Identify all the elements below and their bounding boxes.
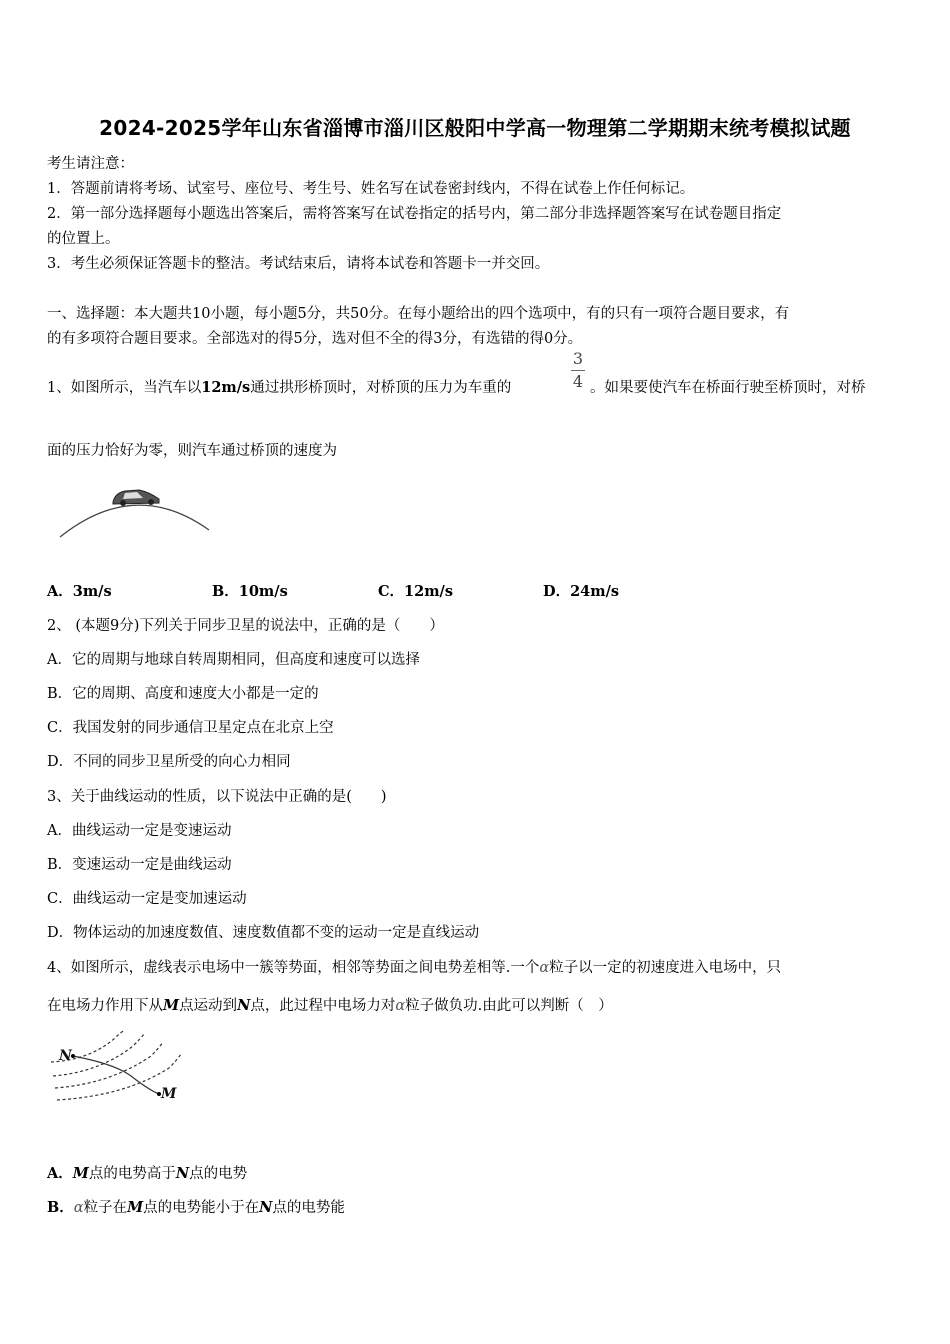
point-n: N xyxy=(259,1199,273,1216)
page-title: 2024-2025学年山东省淄博市淄川区般阳中学高一物理第二学期期末统考模拟试题 xyxy=(99,116,851,140)
notice-item: 1．答题前请将考场、试室号、座位号、考生号、姓名写在试卷密封线内，不得在试卷上作任何标记。 xyxy=(47,181,695,197)
q2-stem: 2、 (本题9分)下列关于同步卫星的说法中，正确的是（ ） xyxy=(47,618,444,634)
q4-option-a[interactable] xyxy=(47,1162,247,1183)
q4-option-a-letter: A． xyxy=(47,1165,73,1182)
q1-frac-num: 3 xyxy=(572,349,584,368)
point-m: M xyxy=(127,1199,144,1216)
notice-heading: 考生请注意： xyxy=(47,156,134,172)
q3-option-c[interactable]: C．曲线运动一定是变加速运动 xyxy=(47,891,247,907)
q1-stem-line1 xyxy=(47,376,511,397)
point-m: M xyxy=(163,997,180,1014)
q4-option-b-letter: B． xyxy=(47,1199,74,1216)
point-n: N xyxy=(237,997,251,1014)
q2-option-a[interactable]: A．它的周期与地球自转周期相同，但高度和速度可以选择 xyxy=(47,652,420,668)
q1-speed: 12m/s xyxy=(201,379,251,396)
q1-option-b[interactable]: B．10m/s xyxy=(212,583,288,600)
section-instructions-line1: 一、选择题：本大题共10小题，每小题5分，共50分。在每小题给出的四个选项中，有的只有一项符合题目要求，有 xyxy=(47,306,790,322)
q4-option-a-tail: 点的电势 xyxy=(189,1166,248,1182)
q4-option-b-text: 粒子在 xyxy=(83,1200,128,1216)
q3-stem: 3、关于曲线运动的性质，以下说法中正确的是( ) xyxy=(47,789,387,805)
q4-line1-a: 4、如图所示，虚线表示电场中一簇等势面，相邻等势面之间电势差相等.一个 xyxy=(47,960,540,976)
q4-option-a-text: 点的电势高于 xyxy=(88,1166,176,1182)
q1-option-d[interactable]: D．24m/s xyxy=(543,583,620,600)
q2-option-c[interactable]: C．我国发射的同步通信卫星定点在北京上空 xyxy=(47,720,334,736)
point-n: N xyxy=(175,1165,190,1182)
notice-item: 的位置上。 xyxy=(47,231,120,247)
section-instructions-line2: 的有多项符合题目要求。全部选对的得5分，选对但不全的得3分，有选错的得0分。 xyxy=(47,331,583,347)
q1-option-a[interactable]: A．3m/s xyxy=(47,583,112,600)
alpha-symbol: α xyxy=(73,1200,84,1216)
q4-line2-b: 点运动到 xyxy=(179,998,238,1014)
q4-line2-a: 在电场力作用下从 xyxy=(47,998,163,1014)
q4-stem-line2 xyxy=(47,994,613,1015)
fig-label-n: N xyxy=(59,1048,72,1064)
point-m: M xyxy=(72,1165,89,1182)
notice-item: 3．考生必须保证答题卡的整洁。考试结束后，请将本试卷和答题卡一并交回。 xyxy=(47,256,550,272)
alpha-symbol: α xyxy=(395,998,406,1014)
q4-option-b-mid: 点的电势能小于在 xyxy=(143,1200,260,1216)
q4-line1-b: 粒子以一定的初速度进入电场中，只 xyxy=(549,960,782,976)
q3-option-d[interactable]: D．物体运动的加速度数值、速度数值都不变的运动一定是直线运动 xyxy=(47,925,480,941)
arch-bridge-figure xyxy=(55,482,215,542)
equipotential-figure xyxy=(45,1028,195,1110)
q2-option-b[interactable]: B．它的周期、高度和速度大小都是一定的 xyxy=(47,686,319,702)
q4-option-b-tail: 点的电势能 xyxy=(272,1200,345,1216)
q4-line2-c: 点，此过程中电场力对 xyxy=(250,998,396,1014)
q1-stem-line2: 面的压力恰好为零，则汽车通过桥顶的速度为 xyxy=(47,443,337,459)
alpha-symbol: α xyxy=(539,960,550,976)
q3-option-a[interactable]: A．曲线运动一定是变速运动 xyxy=(47,823,232,839)
q4-line2-d: 粒子做负功.由此可以判断（ ） xyxy=(405,998,613,1014)
q4-option-b[interactable] xyxy=(47,1196,345,1217)
q3-option-b[interactable]: B．变速运动一定是曲线运动 xyxy=(47,857,232,873)
fraction-bar xyxy=(571,370,585,371)
notice-item: 2．第一部分选择题每小题选出答案后，需将答案写在试卷指定的括号内，第二部分非选择题答案写在试卷题目指定 xyxy=(47,206,782,222)
fig-label-m: M xyxy=(161,1086,177,1102)
q1-fraction xyxy=(571,350,585,391)
q4-stem-line1 xyxy=(47,956,781,977)
q1-option-c[interactable]: C．12m/s xyxy=(378,583,454,600)
q1-text-b: 通过拱形桥顶时，对桥顶的压力为车重的 xyxy=(250,380,512,396)
q2-option-d[interactable]: D．不同的同步卫星所受的向心力相同 xyxy=(47,754,291,770)
car-icon xyxy=(113,490,159,506)
q1-text-c: 。如果要使汽车在桥面行驶至桥顶时，对桥 xyxy=(590,380,866,396)
q1-frac-den: 4 xyxy=(572,372,584,391)
q1-text-a: 1、如图所示，当汽车以 xyxy=(47,380,202,396)
